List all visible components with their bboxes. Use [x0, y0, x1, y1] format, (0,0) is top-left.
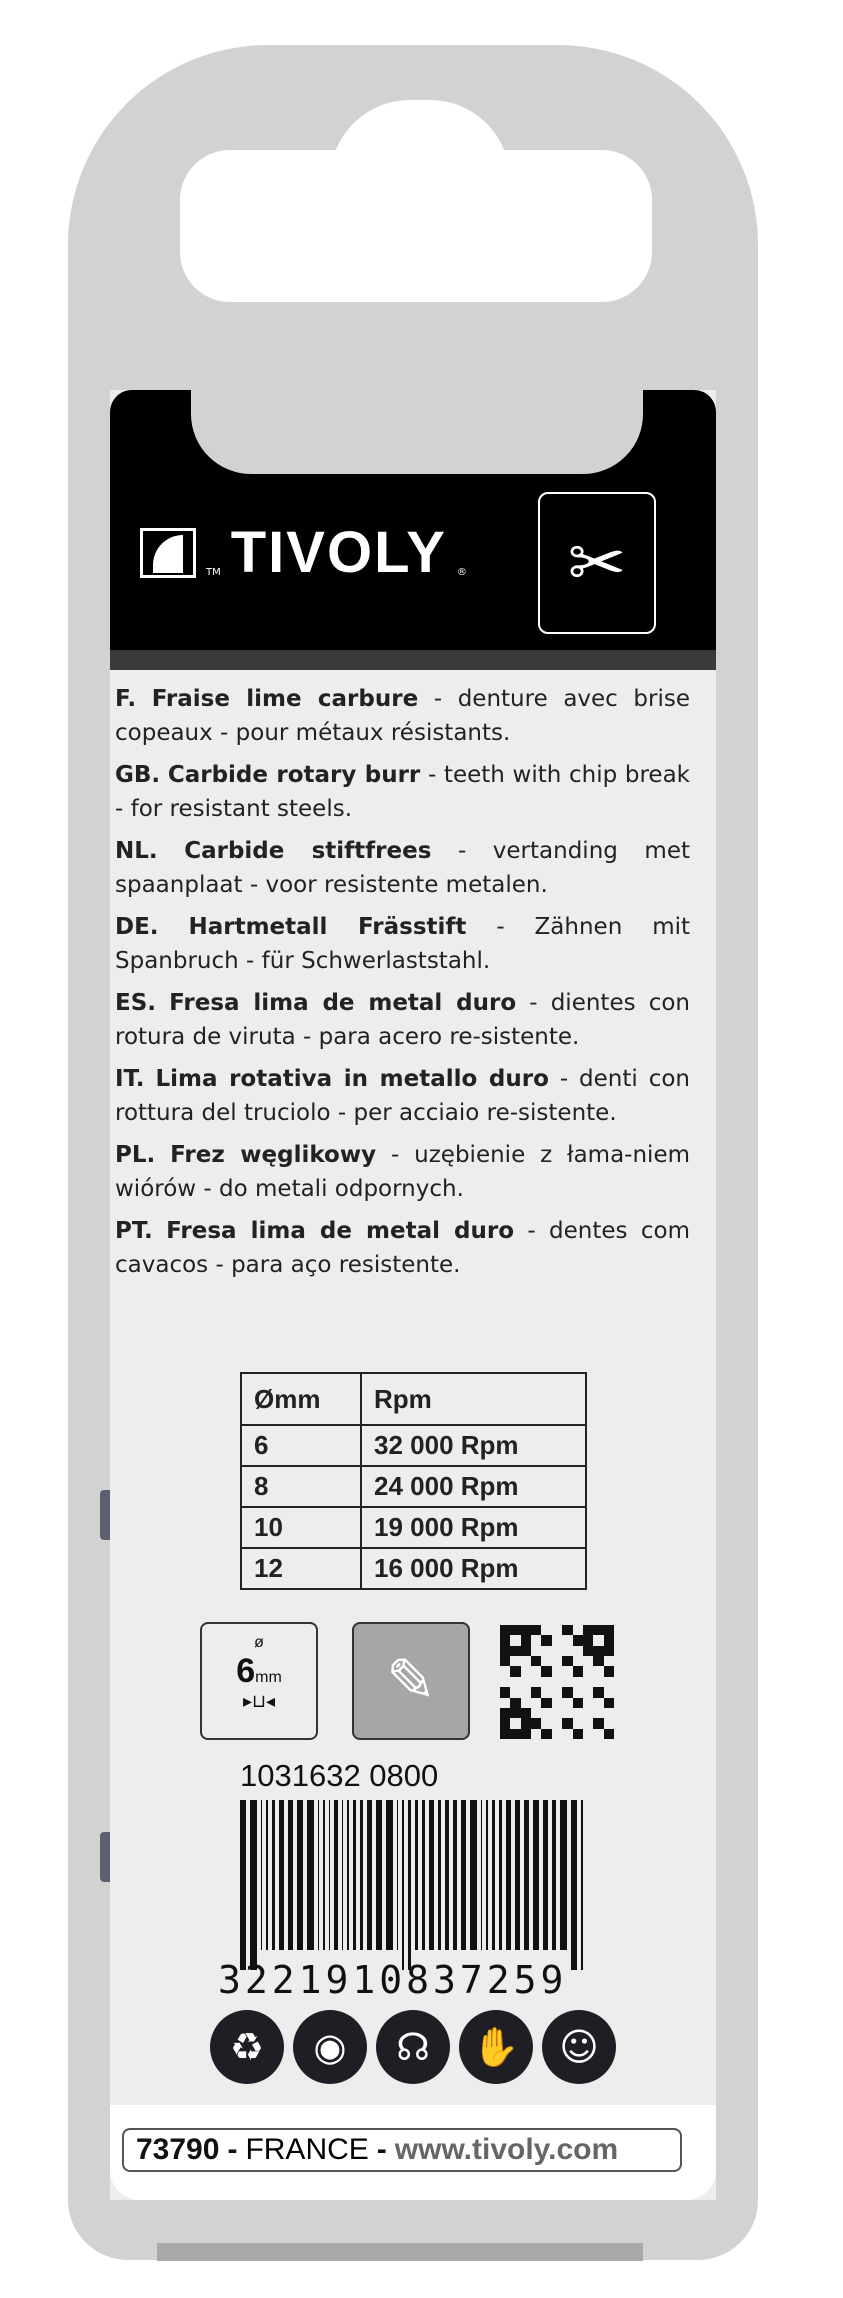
product-text: - vertanding met spaanplaat - voor resistente metalen.	[115, 838, 690, 898]
product-text: - dentes com cavacos - para aço resistente.	[115, 1218, 690, 1278]
qr-module	[500, 1635, 510, 1645]
qr-module	[541, 1718, 551, 1728]
qr-module	[583, 1687, 593, 1697]
barcode-bar	[429, 1800, 434, 1950]
eye-protection-icon: ◉	[293, 2010, 367, 2084]
product-text: - denture avec brise copeaux - pour métaux résistants.	[115, 686, 691, 746]
qr-module	[510, 1708, 520, 1718]
qr-module	[552, 1635, 562, 1645]
barcode-bar	[470, 1800, 476, 1950]
qr-module	[583, 1646, 593, 1656]
qr-module	[531, 1656, 541, 1666]
qr-module	[573, 1666, 583, 1676]
qr-module	[552, 1656, 562, 1666]
qr-module	[531, 1718, 541, 1728]
qr-module	[531, 1646, 541, 1656]
qr-module	[500, 1656, 510, 1666]
ean-number: 3221910837259	[218, 1958, 568, 2002]
qr-module	[583, 1656, 593, 1666]
table-row	[241, 1507, 586, 1548]
rpm-cell: 32 000 Rpm	[361, 1425, 586, 1466]
qr-module	[593, 1687, 603, 1697]
card-cutout	[191, 388, 643, 474]
qr-module	[521, 1656, 531, 1666]
language-code: IT.	[115, 1066, 145, 1092]
table-header-row	[241, 1373, 586, 1425]
product-text: - uzębienie z łama-niem wiórów - do metali odpornych.	[115, 1142, 691, 1202]
qr-module	[583, 1729, 593, 1739]
qr-module	[583, 1718, 593, 1728]
rpm-cell: 16 000 Rpm	[361, 1548, 586, 1589]
qr-module	[510, 1677, 520, 1687]
qr-module	[604, 1687, 614, 1697]
qr-module	[593, 1625, 603, 1635]
qr-module	[521, 1687, 531, 1697]
product-title: Frez węglikowy	[170, 1142, 377, 1168]
qr-module	[521, 1729, 531, 1739]
barcode-bar	[408, 1800, 411, 1970]
qr-module	[593, 1646, 603, 1656]
table-row	[241, 1548, 586, 1589]
qr-module	[562, 1656, 572, 1666]
qr-module	[593, 1708, 603, 1718]
language-code: NL.	[115, 838, 158, 864]
qr-module	[562, 1646, 572, 1656]
product-descriptions	[115, 682, 690, 1290]
qr-module	[541, 1698, 551, 1708]
barcode-bar	[386, 1800, 392, 1950]
qr-module	[552, 1698, 562, 1708]
qr-module	[510, 1635, 520, 1645]
barcode-bar	[318, 1800, 320, 1950]
blister-base	[157, 2243, 643, 2261]
qr-module	[604, 1625, 614, 1635]
barcode-bar	[402, 1800, 404, 1970]
ear-protection-icon: ☊	[376, 2010, 450, 2084]
qr-module	[552, 1666, 562, 1676]
country: FRANCE	[245, 2133, 369, 2166]
description-3	[115, 910, 690, 978]
barcode-bar	[453, 1800, 458, 1950]
separator: -	[376, 2133, 387, 2166]
rotary-tool-icon: ✎	[352, 1622, 470, 1740]
diameter-cell: 8	[241, 1466, 361, 1507]
product-title: Carbide rotary burr	[167, 762, 421, 788]
shank-value: 6	[236, 1652, 256, 1690]
product-title: Fresa lima de metal duro	[166, 1218, 515, 1244]
qr-module	[552, 1687, 562, 1697]
qr-module	[500, 1687, 510, 1697]
qr-module	[552, 1729, 562, 1739]
qr-module	[521, 1708, 531, 1718]
qr-module	[573, 1718, 583, 1728]
qr-module	[500, 1646, 510, 1656]
qr-module	[562, 1698, 572, 1708]
qr-module	[541, 1677, 551, 1687]
qr-module	[521, 1625, 531, 1635]
qr-module	[541, 1656, 551, 1666]
rpm-cell: 24 000 Rpm	[361, 1466, 586, 1507]
barcode-bar	[543, 1800, 548, 1950]
qr-module	[521, 1666, 531, 1676]
qr-module	[573, 1677, 583, 1687]
qr-module	[541, 1687, 551, 1697]
barcode-bar	[360, 1800, 363, 1950]
rpm-cell: 19 000 Rpm	[361, 1507, 586, 1548]
qr-module	[583, 1708, 593, 1718]
qr-module	[500, 1729, 510, 1739]
barcode-bar	[533, 1800, 539, 1950]
brand-name: TIVOLY	[230, 520, 447, 585]
barcode-bar	[297, 1800, 303, 1950]
barcode-bar	[461, 1800, 466, 1950]
qr-module	[562, 1677, 572, 1687]
article-code: 1031632 0800	[240, 1758, 439, 1793]
qr-module	[510, 1646, 520, 1656]
qr-module	[573, 1698, 583, 1708]
qr-module	[510, 1687, 520, 1697]
barcode-bar	[581, 1800, 583, 1970]
qr-module	[552, 1646, 562, 1656]
qr-module	[552, 1718, 562, 1728]
logo-mark-icon	[140, 528, 196, 578]
qr-module	[583, 1625, 593, 1635]
qr-module	[531, 1635, 541, 1645]
barcode	[240, 1800, 620, 1970]
qr-module	[604, 1666, 614, 1676]
qr-module	[593, 1666, 603, 1676]
qr-code	[500, 1625, 614, 1739]
language-code: DE.	[115, 914, 159, 940]
shank-unit: mm	[255, 1669, 282, 1686]
registered-mark: ®	[456, 567, 467, 578]
mask-icon: ☺	[542, 2010, 616, 2084]
description-5	[115, 1062, 690, 1130]
qr-module	[583, 1635, 593, 1645]
qr-module	[562, 1666, 572, 1676]
barcode-bar	[492, 1800, 495, 1950]
qr-module	[562, 1625, 572, 1635]
qr-module	[500, 1666, 510, 1676]
qr-module	[541, 1666, 551, 1676]
description-7	[115, 1214, 690, 1282]
barcode-bar	[415, 1800, 418, 1950]
qr-module	[583, 1666, 593, 1676]
barcode-bar	[438, 1800, 441, 1950]
rpm-table	[240, 1372, 587, 1590]
qr-module	[510, 1656, 520, 1666]
footer-address	[122, 2128, 682, 2172]
product-text: - teeth with chip break - for resistant steels.	[115, 762, 690, 822]
barcode-bar	[250, 1800, 256, 1970]
gloves-icon: ✋	[459, 2010, 533, 2084]
product-text: - Zähnen mit Spanbruch - für Schwerlaststahl.	[115, 914, 691, 974]
barcode-bar	[524, 1800, 529, 1950]
description-1	[115, 758, 690, 826]
description-0	[115, 682, 690, 750]
separator: -	[227, 2133, 238, 2166]
description-4	[115, 986, 690, 1054]
barcode-bar	[272, 1800, 275, 1950]
product-title: Fresa lima de metal duro	[169, 990, 517, 1016]
qr-module	[531, 1625, 541, 1635]
language-code: ES.	[115, 990, 157, 1016]
barcode-bar	[307, 1800, 313, 1950]
qr-module	[604, 1635, 614, 1645]
qr-module	[541, 1635, 551, 1645]
qr-module	[573, 1708, 583, 1718]
qr-module	[562, 1718, 572, 1728]
qr-module	[562, 1687, 572, 1697]
qr-module	[552, 1625, 562, 1635]
shank-arrows-icon: ▸⊔◂	[242, 1691, 276, 1711]
barcode-bar	[506, 1800, 511, 1950]
qr-module	[562, 1708, 572, 1718]
language-code: PL.	[115, 1142, 156, 1168]
recycle-icon: ♻	[210, 2010, 284, 2084]
qr-module	[593, 1718, 603, 1728]
description-6	[115, 1138, 690, 1206]
qr-module	[521, 1646, 531, 1656]
table-row	[241, 1466, 586, 1507]
product-text: - denti con rottura del truciolo - per acciaio re-sistente.	[115, 1066, 691, 1126]
column-header-diameter: Ømm	[241, 1373, 361, 1425]
qr-module	[500, 1708, 510, 1718]
product-title: Carbide stiftfrees	[184, 838, 432, 864]
description-2	[115, 834, 690, 902]
qr-module	[531, 1698, 541, 1708]
qr-module	[593, 1635, 603, 1645]
barcode-bar	[481, 1800, 483, 1950]
qr-module	[521, 1718, 531, 1728]
qr-module	[593, 1729, 603, 1739]
qr-module	[573, 1729, 583, 1739]
qr-module	[593, 1677, 603, 1687]
diameter-cell: 6	[241, 1425, 361, 1466]
barcode-bar	[323, 1800, 325, 1950]
barcode-bar	[279, 1800, 284, 1950]
qr-module	[510, 1625, 520, 1635]
qr-module	[593, 1656, 603, 1666]
qr-module	[541, 1625, 551, 1635]
qr-module	[500, 1698, 510, 1708]
qr-module	[604, 1646, 614, 1656]
qr-module	[531, 1687, 541, 1697]
qr-module	[531, 1708, 541, 1718]
qr-module	[521, 1698, 531, 1708]
qr-module	[604, 1656, 614, 1666]
qr-module	[573, 1635, 583, 1645]
barcode-bar	[397, 1800, 399, 1950]
qr-module	[573, 1646, 583, 1656]
diameter-cell: 12	[241, 1548, 361, 1589]
qr-module	[573, 1687, 583, 1697]
qr-module	[604, 1708, 614, 1718]
barcode-bar	[376, 1800, 382, 1950]
table-row	[241, 1425, 586, 1466]
barcode-bar	[515, 1800, 520, 1950]
barcode-bar	[499, 1800, 502, 1950]
qr-module	[541, 1646, 551, 1656]
qr-module	[510, 1718, 520, 1728]
packaging-scissors-icon: ✂	[538, 492, 656, 634]
barcode-bar	[334, 1800, 337, 1950]
qr-module	[562, 1635, 572, 1645]
qr-module	[604, 1677, 614, 1687]
barcode-bar	[288, 1800, 293, 1950]
qr-module	[521, 1635, 531, 1645]
barcode-bar	[571, 1800, 577, 1970]
qr-module	[500, 1677, 510, 1687]
header-strip	[110, 650, 716, 670]
qr-module	[531, 1666, 541, 1676]
barcode-bar	[342, 1800, 344, 1950]
product-title: Hartmetall Frässtift	[188, 914, 467, 940]
qr-module	[552, 1708, 562, 1718]
diameter-symbol: ø	[254, 1634, 264, 1651]
qr-module	[531, 1677, 541, 1687]
barcode-bar	[266, 1800, 268, 1950]
barcode-bar	[367, 1800, 372, 1950]
qr-module	[604, 1718, 614, 1728]
qr-module	[604, 1729, 614, 1739]
diameter-cell: 10	[241, 1507, 361, 1548]
qr-module	[510, 1666, 520, 1676]
barcode-bar	[445, 1800, 448, 1950]
qr-module	[500, 1718, 510, 1728]
barcode-bar	[486, 1800, 488, 1950]
barcode-bar	[261, 1800, 263, 1950]
barcode-bar	[240, 1800, 246, 1970]
product-title: Fraise lime carbure	[151, 686, 419, 712]
postal-code: 73790	[136, 2133, 220, 2166]
product-title: Lima rotativa in metallo duro	[155, 1066, 549, 1092]
qr-module	[562, 1729, 572, 1739]
qr-module	[541, 1729, 551, 1739]
barcode-bar	[552, 1800, 557, 1950]
qr-module	[573, 1656, 583, 1666]
hanger-hole	[180, 150, 652, 302]
qr-module	[583, 1698, 593, 1708]
qr-module	[510, 1729, 520, 1739]
barcode-bar	[353, 1800, 356, 1950]
website-link[interactable]: www.tivoly.com	[394, 2133, 619, 2166]
language-code: GB.	[115, 762, 161, 788]
column-header-rpm: Rpm	[361, 1373, 586, 1425]
barcode-bar	[422, 1800, 425, 1950]
qr-module	[541, 1708, 551, 1718]
qr-module	[604, 1698, 614, 1708]
language-code: PT.	[115, 1218, 153, 1244]
qr-module	[573, 1625, 583, 1635]
qr-module	[552, 1677, 562, 1687]
tivoly-logo	[140, 520, 467, 585]
qr-module	[510, 1698, 520, 1708]
product-text: - dientes con rotura de viruta - para acero re-sistente.	[115, 990, 691, 1050]
barcode-bar	[347, 1800, 349, 1950]
qr-module	[593, 1698, 603, 1708]
trademark: TM	[206, 567, 221, 578]
barcode-bar	[560, 1800, 566, 1950]
shank-diameter-badge	[200, 1622, 318, 1740]
barcode-bar	[329, 1800, 331, 1950]
qr-module	[583, 1677, 593, 1687]
qr-module	[531, 1729, 541, 1739]
qr-module	[500, 1625, 510, 1635]
qr-module	[521, 1677, 531, 1687]
language-code: F.	[115, 686, 137, 712]
